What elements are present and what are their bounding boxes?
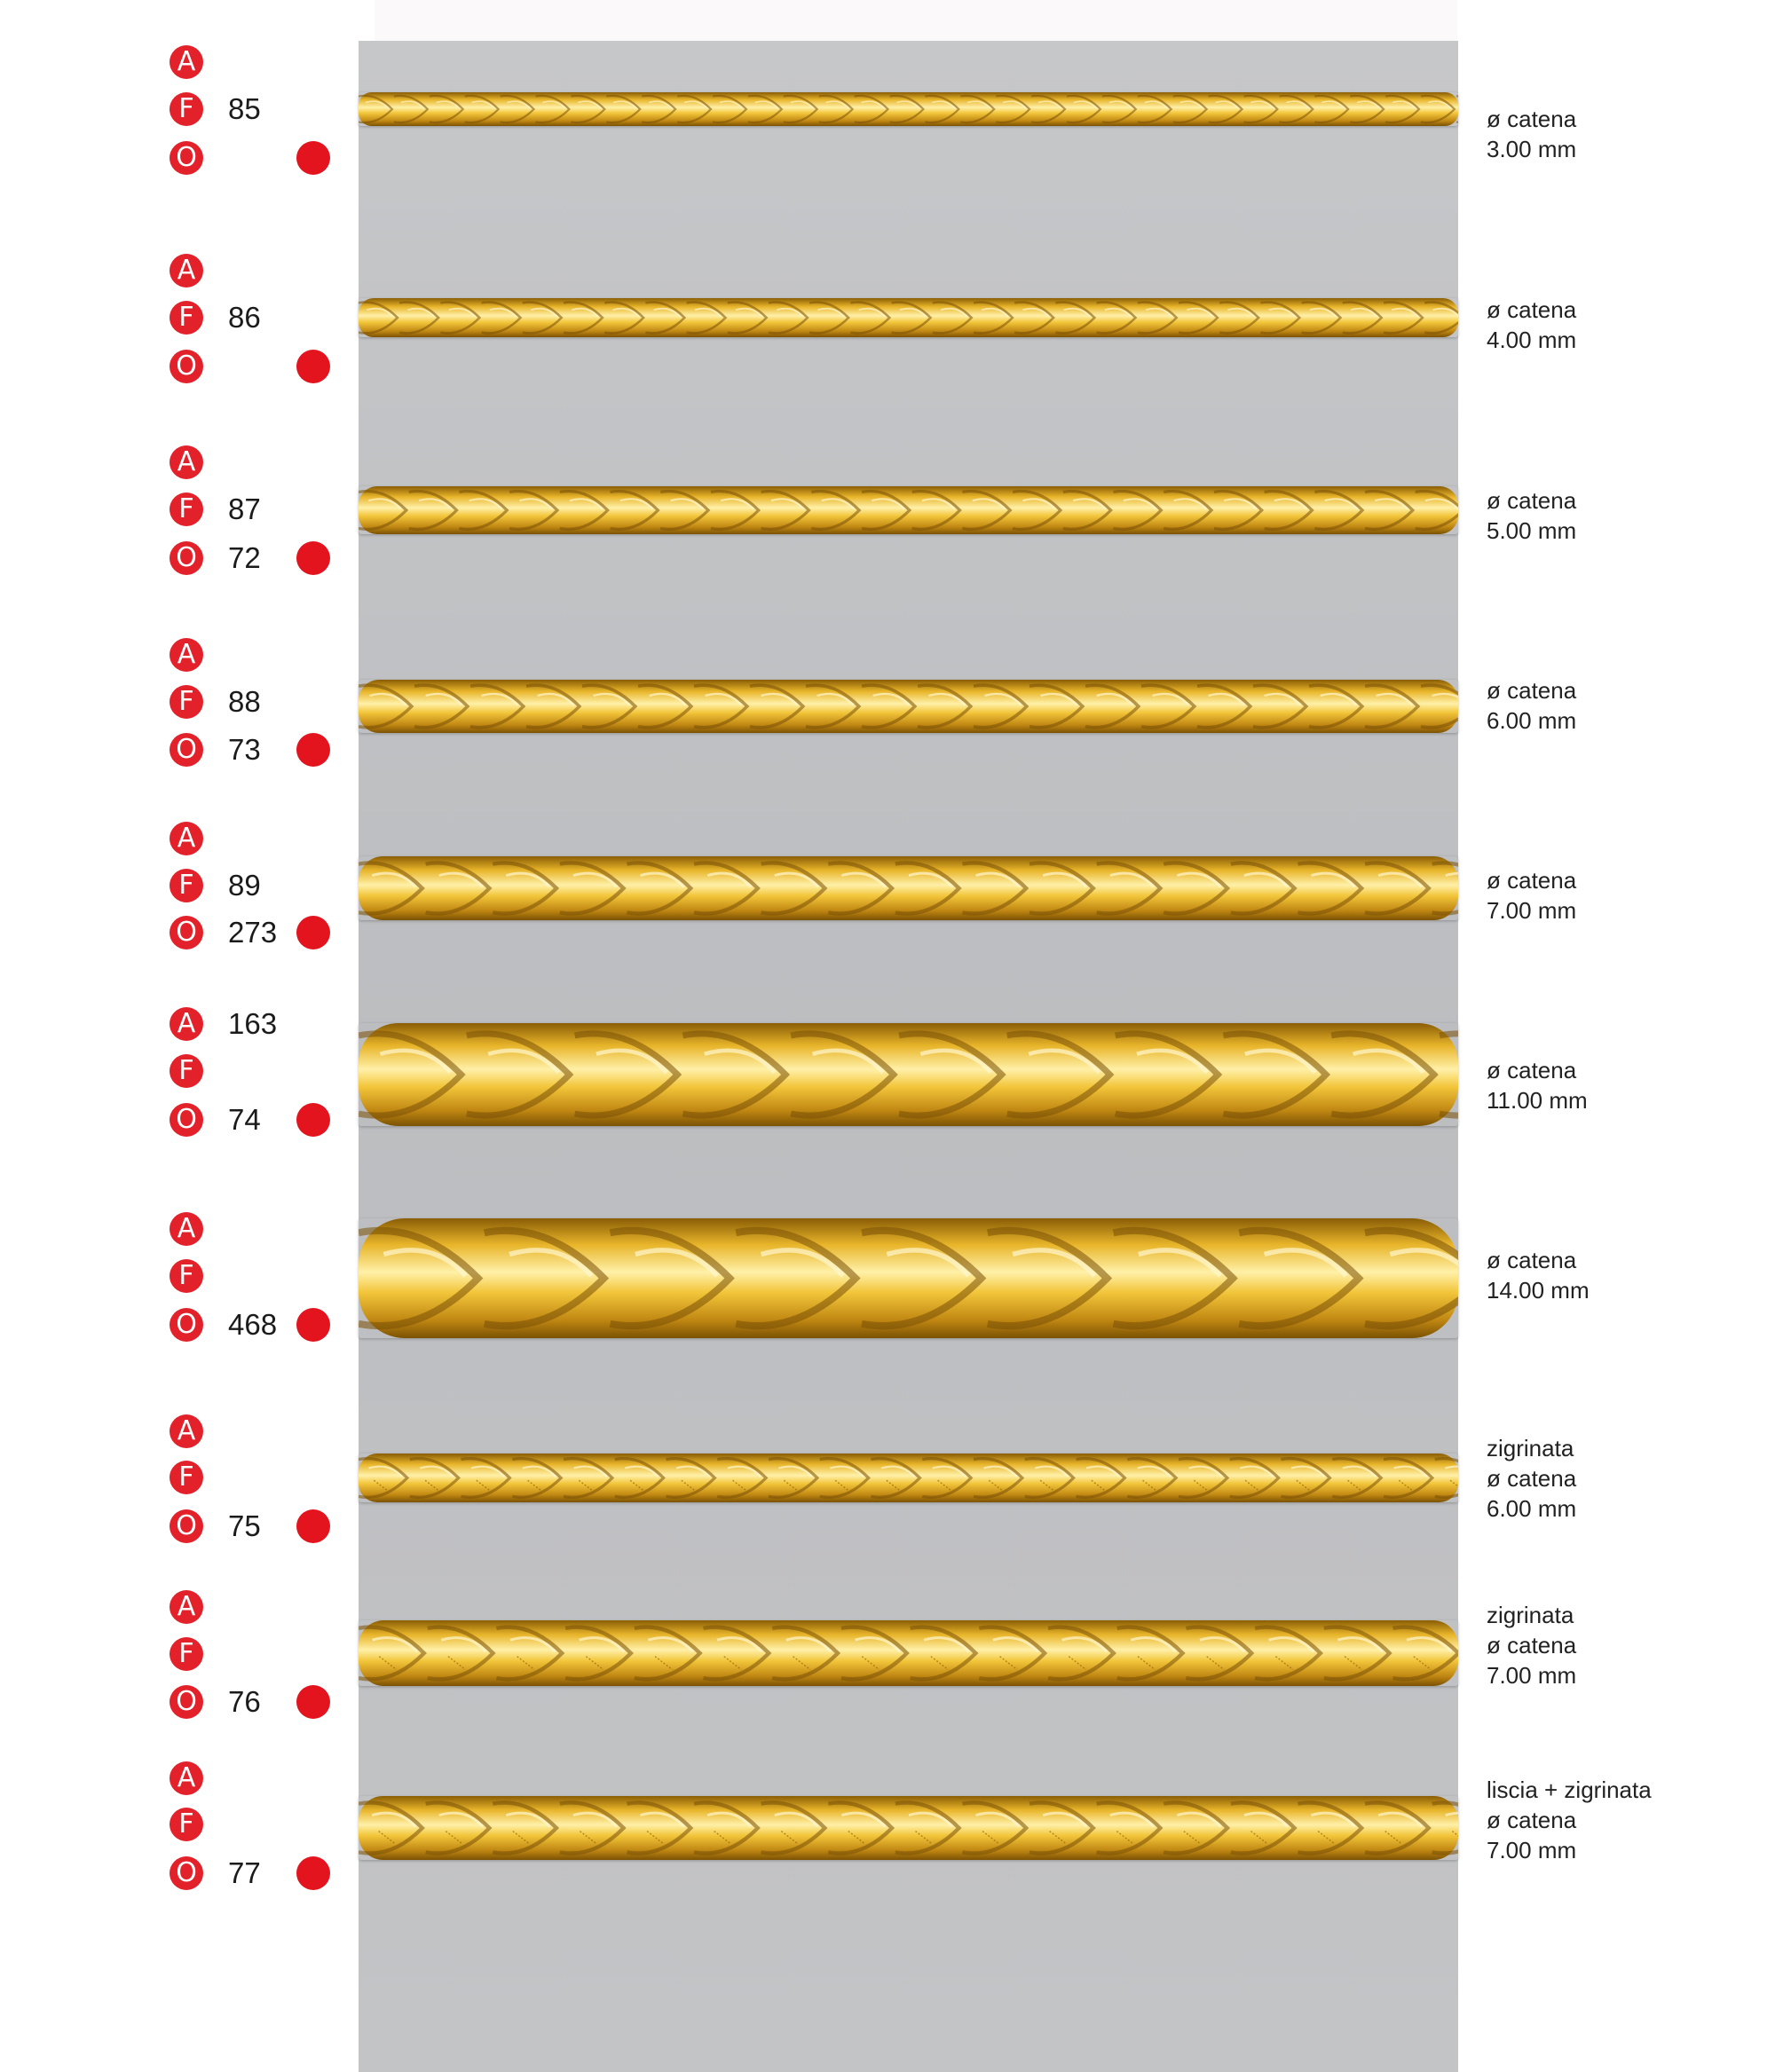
description-line: 7.00 mm (1487, 1662, 1577, 1689)
badge-a-icon: A (170, 1212, 203, 1246)
badge-f-icon: F (170, 1808, 203, 1841)
badge-o-icon: O (170, 1103, 203, 1137)
badge-o-icon: O (170, 350, 203, 383)
product-code-a: 163 (228, 1007, 278, 1040)
product-code-o: 74 (228, 1103, 261, 1136)
description-line: 6.00 mm (1487, 707, 1577, 734)
chain-image (359, 1796, 1458, 1860)
badge-f-icon: F (170, 492, 203, 526)
chain-description (1487, 675, 1576, 736)
red-dot-icon (296, 1103, 330, 1137)
description-line: zigrinata (1487, 1435, 1574, 1461)
badge-o-icon: O (170, 141, 203, 175)
description-line: ø catena (1487, 106, 1577, 132)
description-line: ø catena (1487, 487, 1577, 514)
chain-photo (359, 1620, 1458, 1686)
red-dot-icon (296, 1308, 330, 1342)
badge-f-icon: F (170, 1461, 203, 1494)
description-line: liscia + zigrinata (1487, 1777, 1652, 1803)
product-code-f: 85 (228, 92, 261, 125)
chain-description (1487, 1775, 1652, 1865)
chain-description (1487, 1600, 1576, 1690)
chain-image (359, 1620, 1458, 1686)
chain-photo (359, 856, 1458, 920)
badge-a-icon: A (170, 1761, 203, 1795)
chain-photo (359, 1796, 1458, 1860)
product-code-f: 89 (228, 869, 261, 902)
red-dot-icon (296, 1509, 330, 1543)
chain-image (359, 856, 1458, 920)
badge-f-icon: F (170, 685, 203, 719)
description-line: ø catena (1487, 867, 1577, 894)
badge-o-icon: O (170, 1308, 203, 1342)
description-line: ø catena (1487, 1057, 1577, 1083)
badge-a-icon: A (170, 254, 203, 288)
product-code-o: 75 (228, 1509, 261, 1542)
description-line: ø catena (1487, 296, 1577, 323)
chain-photo (359, 1454, 1458, 1502)
badge-o-icon: O (170, 541, 203, 575)
red-dot-icon (296, 1856, 330, 1890)
chain-photo (359, 298, 1458, 337)
red-dot-icon (296, 733, 330, 767)
badge-f-icon: F (170, 1259, 203, 1293)
red-dot-icon (296, 1685, 330, 1719)
product-code-o: 77 (228, 1856, 261, 1889)
chain-image (359, 92, 1458, 126)
chain-description (1487, 1055, 1588, 1115)
description-line: ø catena (1487, 1807, 1577, 1833)
badge-o-icon: O (170, 733, 203, 767)
badge-a-icon: A (170, 445, 203, 479)
chain-description (1487, 485, 1576, 546)
product-code-o: 73 (228, 733, 261, 766)
badge-f-icon: F (170, 869, 203, 902)
badge-a-icon: A (170, 1414, 203, 1448)
chain-description (1487, 1433, 1576, 1524)
product-code-o: 76 (228, 1685, 261, 1718)
badge-a-icon: A (170, 638, 203, 672)
product-code-o: 72 (228, 541, 261, 574)
red-dot-icon (296, 350, 330, 383)
chain-description (1487, 865, 1576, 926)
chain-photo (359, 486, 1458, 534)
chain-description (1487, 295, 1576, 355)
badge-o-icon: O (170, 1685, 203, 1719)
description-line: ø catena (1487, 1632, 1577, 1658)
badge-f-icon: F (170, 301, 203, 335)
chain-image (359, 680, 1458, 733)
description-line: zigrinata (1487, 1602, 1574, 1628)
description-line: ø catena (1487, 1247, 1577, 1273)
badge-f-icon: F (170, 1054, 203, 1088)
product-code-o: 468 (228, 1308, 278, 1341)
red-dot-icon (296, 141, 330, 175)
chain-image (359, 1023, 1458, 1126)
description-line: 7.00 mm (1487, 897, 1577, 924)
top-strip (375, 0, 1457, 41)
red-dot-icon (296, 541, 330, 575)
description-line: 7.00 mm (1487, 1837, 1577, 1863)
description-line: 3.00 mm (1487, 136, 1577, 162)
chain-image (359, 1454, 1458, 1502)
chain-description (1487, 104, 1576, 164)
description-line: 5.00 mm (1487, 517, 1577, 544)
chain-photo (359, 92, 1458, 126)
product-code-o: 273 (228, 916, 278, 949)
chain-photo (359, 1218, 1458, 1338)
product-code-f: 88 (228, 685, 261, 718)
badge-o-icon: O (170, 916, 203, 949)
description-line: 14.00 mm (1487, 1277, 1590, 1304)
chain-photo (359, 1023, 1458, 1126)
badge-a-icon: A (170, 1590, 203, 1624)
chain-image (359, 1218, 1458, 1338)
badge-f-icon: F (170, 1637, 203, 1671)
badge-o-icon: O (170, 1509, 203, 1543)
red-dot-icon (296, 916, 330, 949)
description-line: ø catena (1487, 1465, 1577, 1492)
description-line: 11.00 mm (1487, 1087, 1588, 1114)
description-line: ø catena (1487, 677, 1577, 704)
badge-o-icon: O (170, 1856, 203, 1890)
product-code-f: 86 (228, 301, 261, 334)
badge-f-icon: F (170, 92, 203, 126)
badge-a-icon: A (170, 822, 203, 855)
chain-image (359, 486, 1458, 534)
badge-a-icon: A (170, 45, 203, 79)
chain-photo (359, 680, 1458, 733)
badge-a-icon: A (170, 1007, 203, 1041)
description-line: 6.00 mm (1487, 1495, 1577, 1522)
product-code-f: 87 (228, 492, 261, 525)
chain-image (359, 298, 1458, 337)
description-line: 4.00 mm (1487, 327, 1577, 353)
chain-description (1487, 1245, 1590, 1305)
